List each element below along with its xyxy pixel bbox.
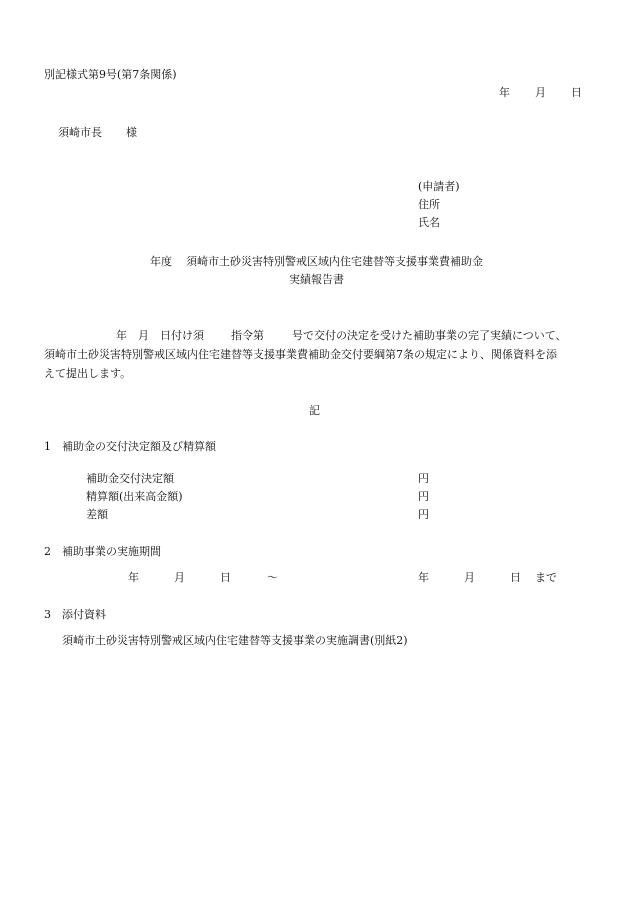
section2-heading: 補助事業の実施期間 [62,545,161,558]
body-text-line3: えて提出します。 [44,367,132,380]
body-date-month: 月 [138,329,149,342]
section2-number: 2 [44,545,51,558]
form-number: 別記様式第9号(第7条関係) [44,68,177,81]
date-month-label: 月 [535,86,546,99]
section1-item-unit: 円 [418,490,429,503]
addressee-name: 須崎市長 [58,126,102,139]
title-fiscal-year: 年度 [150,255,172,268]
section1-heading: 補助金の交付決定額及び精算額 [62,440,216,453]
applicant-label: (申請者) [418,180,460,193]
period-start-year: 年 [128,571,139,584]
section1-item-label: 差額 [86,508,108,521]
applicant-address-label: 住所 [418,198,440,211]
applicant-name-label: 氏名 [418,216,440,229]
period-end-until: まで [535,571,557,584]
period-end-day: 日 [510,571,521,584]
section3-number: 3 [44,608,51,621]
section1-item-label: 補助金交付決定額 [86,472,174,485]
section3-heading: 添付資料 [62,608,106,621]
ki-heading: 記 [309,404,320,417]
period-start-day: 日 [220,571,231,584]
date-day-label: 日 [571,86,582,99]
body-order-label: 指令第 [231,329,264,342]
period-tilde: 〜 [267,571,278,584]
section1-item-unit: 円 [418,472,429,485]
body-text-line1: 号で交付の決定を受けた補助事業の完了実績について、 [292,329,567,342]
section3-attachment-item: 須崎市土砂災害特別警戒区域内住宅建替等支援事業の実施調書(別紙2) [62,634,408,647]
section1-item-unit: 円 [418,508,429,521]
period-end-month: 月 [464,571,475,584]
period-end-year: 年 [418,571,429,584]
date-year-label: 年 [499,86,510,99]
period-start-month: 月 [174,571,185,584]
body-date-day: 日付け須 [160,329,204,342]
section1-item-label: 精算額(出来高金額) [86,490,183,503]
body-text-line2: 須崎市土砂災害特別警戒区域内住宅建替等支援事業費補助金交付要綱第7条の規定により、関係資料を添 [44,348,557,361]
title-main: 須崎市土砂災害特別警戒区域内住宅建替等支援事業費補助金 [186,255,483,268]
section1-number: 1 [44,440,51,453]
body-date-year: 年 [116,329,127,342]
addressee-honorific: 様 [126,126,137,139]
title-report: 実績報告書 [289,273,344,286]
